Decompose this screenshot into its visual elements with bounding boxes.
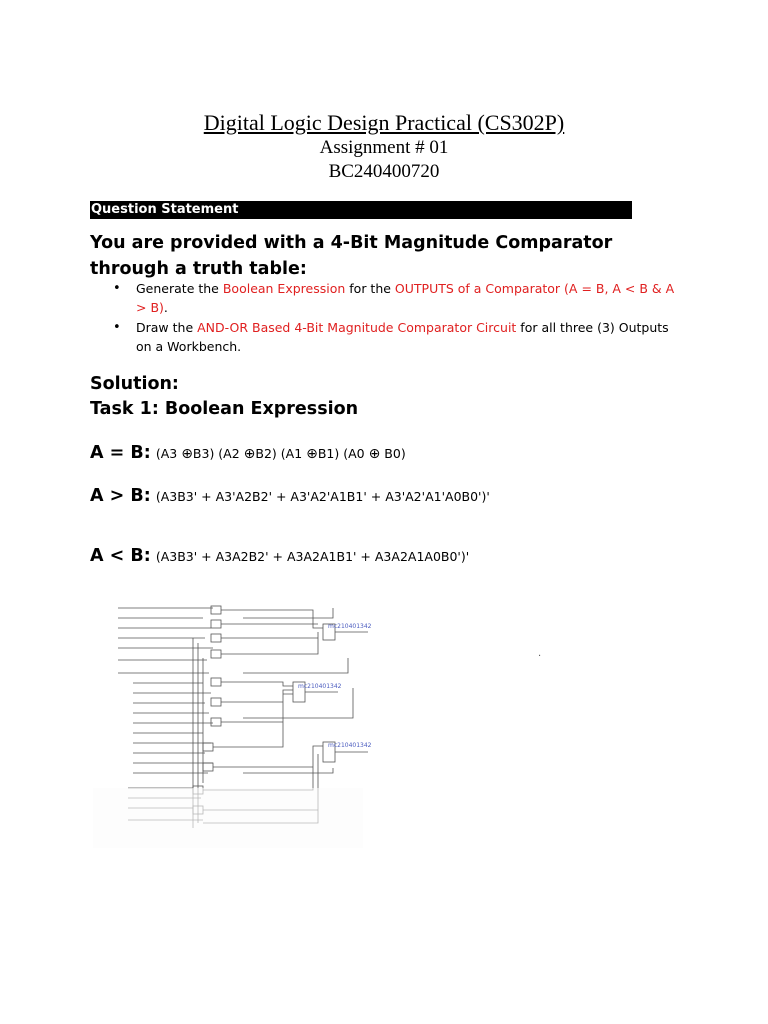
bullet-dot-icon: • — [113, 320, 121, 335]
task-heading: Task 1: Boolean Expression — [90, 399, 359, 419]
xor-icon: ⊕ — [306, 446, 318, 462]
expr-part: B0) — [380, 446, 406, 461]
comparator-circuit-diagram — [93, 598, 633, 848]
bullet-text: Draw the — [136, 320, 198, 335]
bullet-text: Generate the — [136, 281, 223, 296]
expr-body — [156, 446, 406, 461]
bullet-dot-icon: • — [113, 281, 121, 296]
expr-label: A > B: — [90, 486, 151, 506]
bullet-item — [113, 279, 678, 317]
expr-body: (A3B3' + A3'A2B2' + A3'A2'A1B1' + A3'A2'A1'A0B0')' — [155, 489, 490, 504]
expr-part: B2) (A1 — [255, 446, 307, 461]
highlight-text: Boolean Expression — [222, 281, 346, 296]
question-intro: You are provided with a 4-Bit Magnitude Comparator through a truth table: — [90, 233, 613, 279]
expr-part: (A3 — [155, 446, 182, 461]
bullet-text: for all three (3) Outputs on a Workbench. — [136, 320, 669, 354]
expr-part: B3) (A2 — [192, 446, 244, 461]
highlight-text: AND-OR Based 4-Bit Magnitude Comparator Circuit — [197, 320, 517, 335]
bullet-list-2 — [113, 318, 678, 356]
xor-icon: ⊕ — [243, 446, 256, 462]
expr-body: (A3B3' + A3A2B2' + A3A2A1B1' + A3A2A1A0B0')' — [155, 549, 470, 564]
assignment-number: Assignment # 01 — [319, 137, 449, 158]
expr-label: A = B: — [90, 443, 151, 463]
output-label: mc210401342 — [298, 683, 342, 690]
xor-icon: ⊕ — [181, 446, 193, 462]
highlight-text: OUTPUTS of a Comparator (A = B, A < B & A > B) — [136, 281, 675, 315]
question-statement-bar: Question Statement — [90, 201, 632, 219]
less-expression — [90, 546, 469, 566]
greater-expression — [90, 486, 490, 506]
expr-part: B1) (A0 — [317, 446, 369, 461]
expr-label: A < B: — [90, 546, 151, 566]
solution-heading: Solution: — [90, 374, 179, 394]
bullet-text: . — [163, 300, 168, 315]
bullet-list-1 — [113, 279, 678, 317]
equal-expression — [90, 443, 406, 463]
xor-icon: ⊕ — [368, 446, 381, 462]
bullet-text: for the — [345, 281, 395, 296]
stray-mark: . — [538, 648, 542, 659]
bullet-item — [113, 318, 678, 356]
student-id: BC240400720 — [328, 161, 440, 182]
output-label: mc210401342 — [328, 742, 372, 749]
output-label: mc210401342 — [328, 623, 372, 630]
document-title: Digital Logic Design Practical (CS302P) — [203, 110, 565, 135]
